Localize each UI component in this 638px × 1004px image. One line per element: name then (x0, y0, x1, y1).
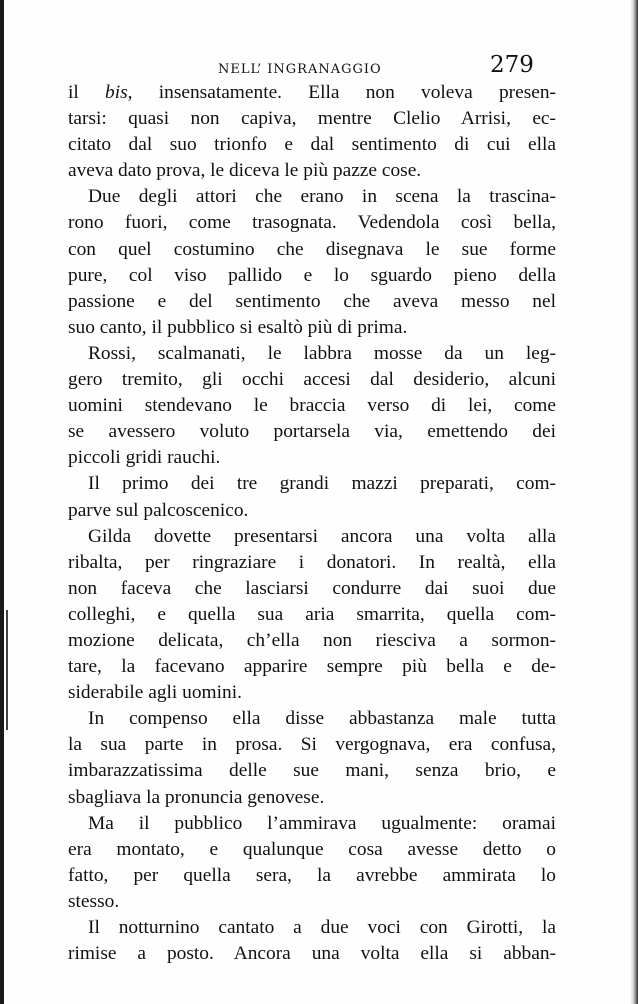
text-line: gero tremito, gli occhi accesi dal desiderio, alcuni (68, 369, 556, 391)
text-line: fatto, per quella sera, la avrebbe ammirata lo (68, 864, 556, 886)
text-line: citato dal suo trionfo e dal sentimento di cui ella (68, 134, 556, 156)
text-line: In compenso ella disse abbastanza male tutta (88, 708, 556, 730)
running-head: NELL’ INGRANAGGIO (218, 62, 382, 77)
text-line: stesso. (68, 890, 120, 912)
text-line: il bis, insensatamente. Ella non voleva presen- (68, 82, 557, 103)
text-line: suo canto, il pubblico si esaltò più di prima. (68, 316, 408, 338)
text-line: Ma il pubblico l’ammirava ugualmente: oramai (88, 812, 556, 834)
text-line: colleghi, e quella sua aria smarrita, quella com- (68, 603, 556, 625)
text-line: Rossi, scalmanati, le labbra mosse da un leg- (88, 342, 556, 364)
text-line: Il notturnino cantato a due voci con Girotti, la (88, 917, 556, 938)
scan-edge-right (630, 0, 638, 1004)
text-line: con quel costumino che disegnava le sue forme (68, 238, 556, 260)
text-line: tarsi: quasi non capiva, mentre Clelio Arrisi, ec- (68, 108, 556, 130)
text-line: se avessero voluto portarsela via, emettendo dei (68, 421, 556, 443)
text-line: non faceva che lasciarsi condurre dai suoi due (68, 577, 556, 599)
text-line: siderabile agli uomini. (68, 682, 242, 704)
text-line: rono fuori, come trasognata. Vedendola così bella, (68, 212, 556, 234)
text-line: Gilda dovette presentarsi ancora una volta alla (88, 525, 556, 547)
page-number: 279 (490, 52, 534, 78)
body-text (68, 80, 556, 967)
text-line: era montato, e qualunque cosa avesse detto o (68, 838, 556, 860)
text-line: sbagliava la pronuncia genovese. (68, 786, 325, 808)
scan-mark (6, 610, 8, 730)
text-line: parve sul palcoscenico. (68, 499, 249, 521)
text-line: imbarazzatissima delle sue mani, senza brio, e (68, 760, 556, 782)
text-line: la sua parte in prosa. Si vergognava, era confusa, (68, 734, 556, 756)
text-line: ribalta, per ringraziare i donatori. In realtà, ella (68, 551, 556, 573)
italic-word: bis (105, 82, 128, 103)
text-line: aveva dato prova, le diceva le più pazze cose. (68, 160, 422, 182)
text-line: rimise a posto. Ancora una volta ella si abban- (68, 943, 556, 965)
text-line: passione e del sentimento che aveva messo nel (68, 290, 556, 312)
text-line: tare, la facevano apparire sempre più bella e de- (68, 656, 556, 678)
text-line: pure, col viso pallido e lo sguardo pieno della (68, 264, 556, 286)
scan-edge-left (0, 0, 4, 1004)
text-line: mozione delicata, ch’ella non riesciva a sormon- (68, 629, 556, 651)
text-line: Il primo dei tre grandi mazzi preparati, com- (88, 473, 556, 495)
text-line: piccoli gridi rauchi. (68, 447, 221, 469)
text-line: Due degli attori che erano in scena la trascina- (88, 186, 556, 208)
text-line: uomini stendevano le braccia verso di lei, come (68, 395, 556, 417)
